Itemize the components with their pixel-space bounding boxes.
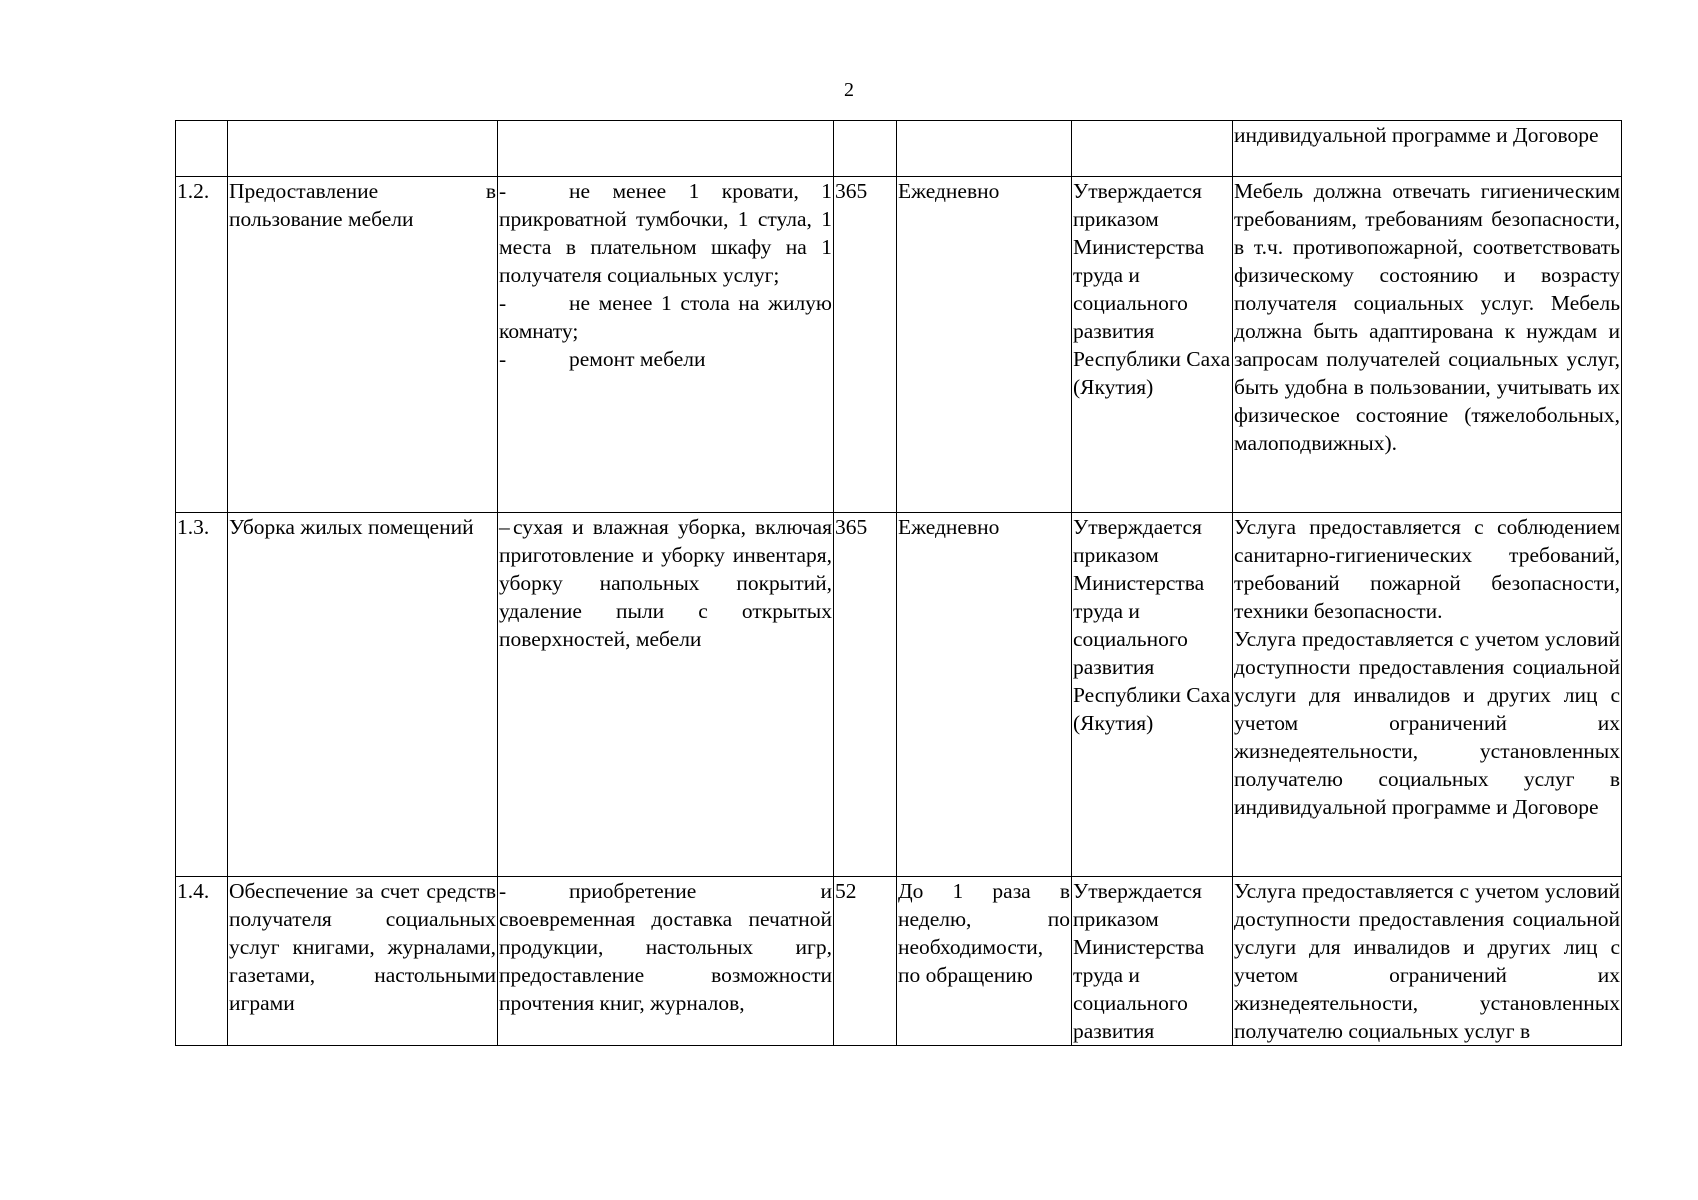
cell-service: Уборка жилых помещений [228,513,498,877]
cell-frequency [897,121,1072,177]
table-row [176,177,1622,513]
cell-service: Предоставление в пользование мебели [228,177,498,513]
services-table [175,120,1622,1046]
table-row-continuation [176,121,1622,177]
cell-count: 365 [834,513,897,877]
cell-tariff: Утверждается приказом Министерства труда и социального развития Республики Саха (Якутия) [1072,177,1233,513]
cell-num [176,121,228,177]
cell-service [228,121,498,177]
cell-tariff [1072,121,1233,177]
cell-volume [498,513,834,877]
page-number: 2 [844,79,854,101]
cell-frequency: Ежедневно [897,513,1072,877]
table-row [176,877,1622,1046]
volume-item: – сухая и влажная уборка, включая приготовление и уборку инвентаря, уборку напольных покрытий, удаление пыли с открытых поверхностей, мебели [499,515,832,651]
volume-item: - ремонт мебели [499,347,706,371]
cell-frequency: Ежедневно [897,177,1072,513]
cell-volume [498,177,834,513]
cell-service: Обеспечение за счет средств получателя социальных услуг книгами, журналами, газетами, настольными играми [228,877,498,1046]
cell-volume [498,877,834,1046]
cell-count [834,121,897,177]
volume-item: - приобретение и своевременная доставка печатной продукции, настольных игр, предоставление возможности прочтения книг, журналов, [499,879,832,1015]
volume-item: - не менее 1 кровати, 1 прикроватной тумбочки, 1 стула, 1 места в плательном шкафу на 1 получателя социальных услуг; [499,179,832,287]
cell-requirements: Мебель должна отвечать гигиеническим требованиям, требованиям безопасности, в т.ч. противопожарной, соответствовать физическому состоянию и возрасту получателя социальных услуг. Мебель должна быть адаптирована к нуждам и запросам получателей социальных услуг, быть удобна в пользовании, учитывать их физическое состояние (тяжелобольных, малоподвижных). [1233,177,1622,513]
table-row [176,513,1622,877]
volume-item: - не менее 1 стола на жилую комнату; [499,291,832,343]
cell-frequency: До 1 раза в неделю, по необходимости, по обращению [897,877,1072,1046]
cell-requirements: Услуга предоставляется с соблюдением санитарно-гигиенических требований, требований пожарной безопасности, техники безопасности. Услуга предоставляется с учетом условий доступности предоставления социальной услуги для инвалидов и других лиц с учетом ограничений их жизнедеятельности, установленных получателю социальных услуг в индивидуальной программе и Договоре [1233,513,1622,877]
cell-requirements: Услуга предоставляется с учетом условий доступности предоставления социальной услуги для инвалидов и других лиц с учетом ограничений их жизнедеятельности, установленных получателю социальных услуг в [1233,877,1622,1046]
cell-volume [498,121,834,177]
cell-count: 52 [834,877,897,1046]
cell-num: 1.2. [176,177,228,513]
cell-requirements: индивидуальной программе и Договоре [1233,121,1622,177]
cell-tariff: Утверждается приказом Министерства труда и социального развития [1072,877,1233,1046]
cell-count: 365 [834,177,897,513]
cell-num: 1.3. [176,513,228,877]
cell-num: 1.4. [176,877,228,1046]
cell-tariff: Утверждается приказом Министерства труда и социального развития Республики Саха (Якутия) [1072,513,1233,877]
